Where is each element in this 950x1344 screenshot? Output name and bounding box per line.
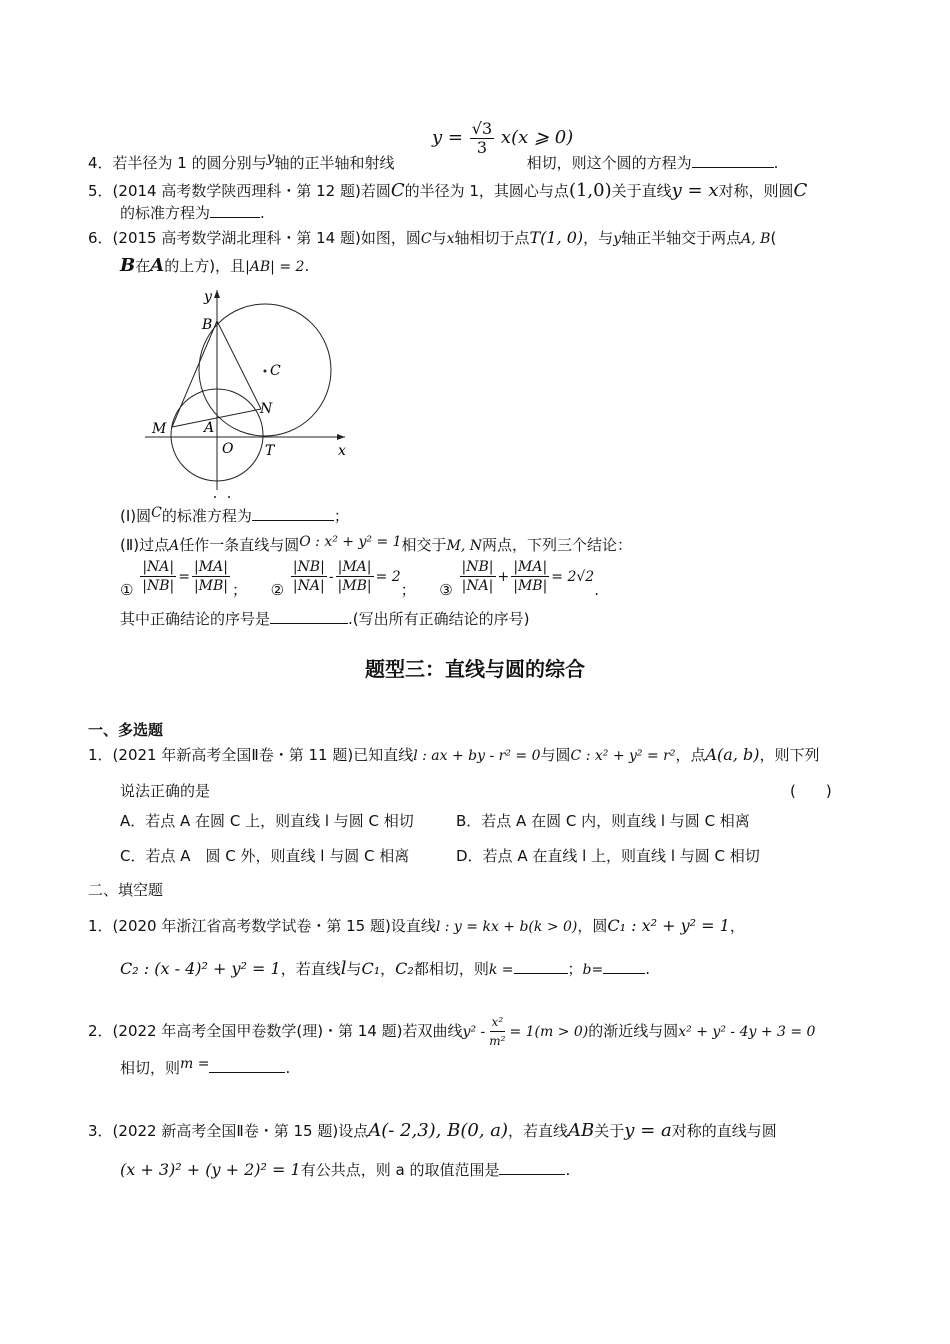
q6-text-c: 轴相切于点	[454, 229, 530, 247]
q5-point: (1,0)	[568, 180, 612, 201]
q6-b: B	[120, 255, 136, 276]
q5-line2	[120, 203, 265, 223]
q4-text-c: 相切，则这个圆的方程为	[526, 154, 692, 172]
multi-q1-d: ，则下列	[759, 746, 820, 764]
fill-q3-a: 3．(2022 新高考全国Ⅱ卷・第 15 题)设点	[88, 1122, 369, 1140]
label-m: M	[152, 421, 167, 437]
label-o: O	[222, 441, 234, 457]
q6-ab: |AB| = 2	[245, 259, 305, 275]
fill-q1-c: ，	[729, 917, 745, 935]
label-t: T	[265, 443, 275, 459]
fill-q3-ab: AB	[568, 1120, 595, 1141]
multi-q1-b: 与圆	[540, 746, 571, 764]
fill-q1-g: 都相切，则	[413, 960, 489, 978]
q6-in: 在	[135, 257, 151, 275]
fill-q1-b: ，圆	[577, 917, 608, 935]
c3-rhs: = 2√2	[551, 569, 595, 585]
q6-final-c: (写出所有正确结论的序号)	[352, 610, 530, 628]
multi-q1-paren: ( )	[790, 782, 832, 800]
fill-q1-k: k =	[488, 962, 514, 978]
line-m-b	[172, 321, 217, 427]
option-a[interactable]: A．若点 A 在圆 C 上，则直线 l 与圆 C 相切	[120, 812, 414, 830]
fill-q3-b: ，若直线	[508, 1122, 569, 1140]
q6-text-e: 轴正半轴交于两点	[621, 229, 742, 247]
c1-n2: |MA|	[194, 559, 228, 575]
c3-n2: |MA|	[513, 559, 548, 575]
fill-q3-pts: A(- 2,3), B(0, a)	[368, 1120, 509, 1141]
q6-part2-c: 相交于	[401, 536, 447, 554]
q5-end: .	[260, 204, 265, 222]
q4-text-a: 4．若半径为 1 的圆分别与	[88, 154, 267, 172]
stray-dot-1	[214, 496, 216, 498]
fill-q2-den: m²	[489, 1034, 506, 1048]
q6-paren-open: (	[770, 229, 777, 247]
fill-q1-k-blank[interactable]	[514, 959, 568, 974]
multi-q1-c: ，点	[675, 746, 706, 764]
label-a: A	[204, 420, 215, 436]
fill-q2-blank[interactable]	[209, 1058, 285, 1073]
q5-line-eq: y = x	[671, 180, 719, 201]
fill-q3-line1	[88, 1121, 777, 1141]
fill-q3-ya: y = a	[624, 1120, 672, 1141]
c2-rhs: = 2	[375, 569, 401, 585]
q6-text-d: ，与	[583, 229, 614, 247]
multi-q1-point: A(a, b)	[705, 745, 760, 764]
c3-n1: |NB|	[461, 559, 494, 575]
c1-n1: |NA|	[142, 559, 175, 575]
c2-d2: |MB|	[337, 578, 372, 594]
c2-frac2	[336, 558, 374, 595]
q6-final-a: 其中正确结论的序号是	[120, 610, 271, 628]
c3-frac2	[511, 558, 549, 595]
stray-dot-2	[228, 496, 230, 498]
fill-q2-circle: x² + y² - 4y + 3 = 0	[678, 1024, 816, 1040]
y-axis-arrow	[214, 290, 220, 298]
label-y: y	[204, 289, 212, 305]
q6-part2	[120, 535, 632, 556]
x-axis-arrow	[337, 434, 345, 440]
q6-part2-a-var: A	[169, 538, 180, 554]
fill-q2-m: m =	[180, 1056, 210, 1072]
fill-q1-line: l : y = kx + b(k > 0)	[435, 919, 578, 935]
q5-answer-blank[interactable]	[210, 203, 260, 218]
q6-text-f: 的上方)，且	[164, 257, 246, 275]
c1-eq: =	[178, 569, 190, 585]
c2-op: -	[328, 569, 334, 585]
q6-part2-mn: M, N	[446, 538, 483, 554]
q6-part1	[120, 506, 349, 527]
fill-q2-line1	[88, 1011, 815, 1052]
q5-text-d: 对称，则圆	[718, 182, 794, 200]
q6-part1-blank[interactable]	[252, 506, 334, 521]
fill-q2-c: 相切，则	[120, 1059, 181, 1077]
q6-end: .	[304, 257, 310, 275]
c2-frac1	[291, 558, 327, 595]
option-c[interactable]: C．若点 A 圆 C 外，则直线 l 与圆 C 相离	[120, 847, 410, 865]
c3-d1: |NA|	[461, 578, 494, 594]
q5-line1	[88, 181, 807, 201]
c1-d2: |MB|	[193, 578, 229, 594]
q5-text-e: 的标准方程为	[120, 204, 211, 222]
label-c: C	[270, 363, 281, 379]
q4-formula	[432, 120, 573, 157]
q6-part2-circle: O : x² + y² = 1	[299, 534, 402, 550]
fill-q3-circle: (x + 3)² + (y + 2)² = 1	[120, 1160, 301, 1179]
q6-part1-a: (Ⅰ)圆	[120, 507, 152, 525]
c1-d1: |NB|	[142, 578, 175, 594]
fill-q1-c2: C₂ : (x - 4)² + y² = 1	[120, 959, 281, 978]
q5-text-c: 关于直线	[611, 182, 672, 200]
fill-q2-line2	[120, 1058, 290, 1079]
c3-frac1	[460, 558, 496, 595]
fill-q2-a: 2．(2022 年高考全国甲卷数学(理)・第 14 题)若双曲线	[88, 1022, 463, 1040]
fill-q1-l: l	[340, 958, 347, 979]
multi-q1-a: 1．(2021 年新高考全国Ⅱ卷・第 11 题)已知直线	[88, 746, 414, 764]
q6-var-x: x	[446, 231, 455, 247]
q6-part2-d: 两点，下列三个结论：	[482, 536, 633, 554]
q6-part2-b: 任作一条直线与圆	[179, 536, 300, 554]
multi-heading: 一、多选题	[88, 721, 164, 739]
q6-point-t: T(1, 0)	[529, 228, 584, 247]
q4-formula-fraction	[470, 120, 494, 157]
q6-conclusions	[120, 556, 599, 597]
q4-formula-rhs: x(x ⩾ 0)	[500, 127, 574, 148]
fill-q2-num: x²	[490, 1013, 506, 1032]
q5-var-c: C	[390, 180, 405, 201]
q6-final-blank[interactable]	[270, 609, 348, 624]
q4-fraction-den: 3	[476, 138, 488, 157]
q5-var-c2: C	[793, 180, 808, 201]
fill-q1-a: 1．(2020 年浙江省高考数学试卷・第 15 题)设直线	[88, 917, 436, 935]
q6-text-b: 与	[431, 229, 447, 247]
q6-final-b: .	[348, 610, 353, 628]
fill-q1-c1s: C₁	[361, 959, 381, 978]
section-title: 题型三：直线与圆的综合	[365, 657, 585, 681]
q4-var-y: y	[266, 150, 275, 166]
fill-q1-d: ，若直线	[280, 960, 341, 978]
fill-q1-c2s: C₂	[395, 959, 414, 978]
fill-q1-b-blank[interactable]	[603, 959, 645, 974]
fill-q1-c1: C₁ : x² + y² = 1	[607, 916, 730, 935]
option-d[interactable]: D．若点 A 在直线 l 上，则直线 l 与圆 C 相切	[456, 847, 760, 865]
q6-text-a: 6．(2015 高考数学湖北理科・第 14 题)如图，圆	[88, 229, 421, 247]
fill-q2-rhs: = 1(m > 0)	[509, 1024, 589, 1040]
c1-label: ①	[120, 581, 134, 599]
q4-fraction-num: √3	[471, 119, 493, 138]
fill-q1-h: ；	[567, 960, 583, 978]
q6-line2	[120, 256, 309, 277]
fill-q2-y2: y² -	[462, 1024, 486, 1040]
c3-op: +	[497, 569, 510, 585]
label-b: B	[202, 317, 213, 333]
c2-label: ②	[270, 581, 285, 599]
q4-formula-lhs: y =	[432, 127, 463, 148]
q4-text-b: 轴的正半轴和射线	[274, 154, 395, 172]
fill-q3-blank[interactable]	[499, 1160, 565, 1175]
c2-d1: |NA|	[292, 578, 325, 594]
q5-text-b: 的半径为 1，其圆心与点	[404, 182, 569, 200]
fill-q1-end: .	[645, 960, 650, 978]
fill-q1-b-eq: b=	[582, 962, 604, 978]
fill-q3-end: .	[565, 1161, 571, 1179]
c1-frac1	[140, 558, 176, 595]
q6-part1-end: ；	[333, 507, 349, 525]
fill-q1-line1	[88, 916, 745, 937]
fill-q3-e: 有公共点，则 a 的取值范围是	[300, 1161, 500, 1179]
fill-q2-b: 的渐近线与圆	[588, 1022, 679, 1040]
multi-q1-line: l : ax + by - r² = 0	[413, 748, 541, 764]
fill-heading: 二、填空题	[88, 881, 164, 899]
option-b[interactable]: B．若点 A 在圆 C 内，则直线 l 与圆 C 相离	[456, 812, 750, 830]
q6-a: A	[150, 255, 165, 276]
c3-label: ③	[439, 581, 453, 599]
multi-q1-circle: C : x² + y² = r²	[570, 748, 676, 764]
q6-var-c: C	[420, 231, 432, 247]
c3-d2: |MB|	[513, 578, 548, 594]
q6-var-y: y	[613, 231, 622, 247]
center-c-dot	[264, 370, 267, 373]
c1-frac2	[192, 558, 230, 595]
c2-n2: |MA|	[337, 559, 372, 575]
multi-q1-e: 说法正确的是	[120, 782, 211, 800]
c3-end: .	[594, 581, 599, 599]
multi-q1-line1	[88, 745, 820, 766]
c2-n1: |NB|	[292, 559, 325, 575]
label-n: N	[260, 401, 273, 417]
q6-line1	[88, 228, 776, 249]
q6-part1-c: C	[151, 505, 162, 521]
fill-q2-frac	[487, 1013, 507, 1050]
c1-end: ；	[232, 581, 248, 599]
fill-q1-f: ，	[380, 960, 396, 978]
multi-q1-line2	[120, 781, 210, 801]
line-b-n	[217, 321, 261, 409]
q4-end: .	[773, 154, 779, 172]
label-x: x	[338, 443, 346, 459]
fill-q1-line2	[120, 959, 650, 980]
q5-text-a: 5．(2014 高考数学陕西理科・第 12 题)若圆	[88, 182, 391, 200]
q6-part2-a: (Ⅱ)过点	[120, 536, 170, 554]
fill-q1-e: 与	[346, 960, 362, 978]
fill-q3-d: 对称的直线与圆	[671, 1122, 777, 1140]
c2-end: ；	[400, 581, 416, 599]
fill-q3-line2	[120, 1160, 570, 1180]
q4-answer-blank[interactable]	[692, 153, 774, 168]
q6-final	[120, 609, 530, 629]
fill-q3-c: 关于	[594, 1122, 625, 1140]
q4-line	[88, 150, 779, 174]
q6-part1-b: 的标准方程为	[161, 507, 252, 525]
q6-points-ab: A, B	[741, 231, 771, 247]
fill-q2-end: .	[285, 1059, 291, 1077]
q6-figure	[140, 285, 380, 505]
